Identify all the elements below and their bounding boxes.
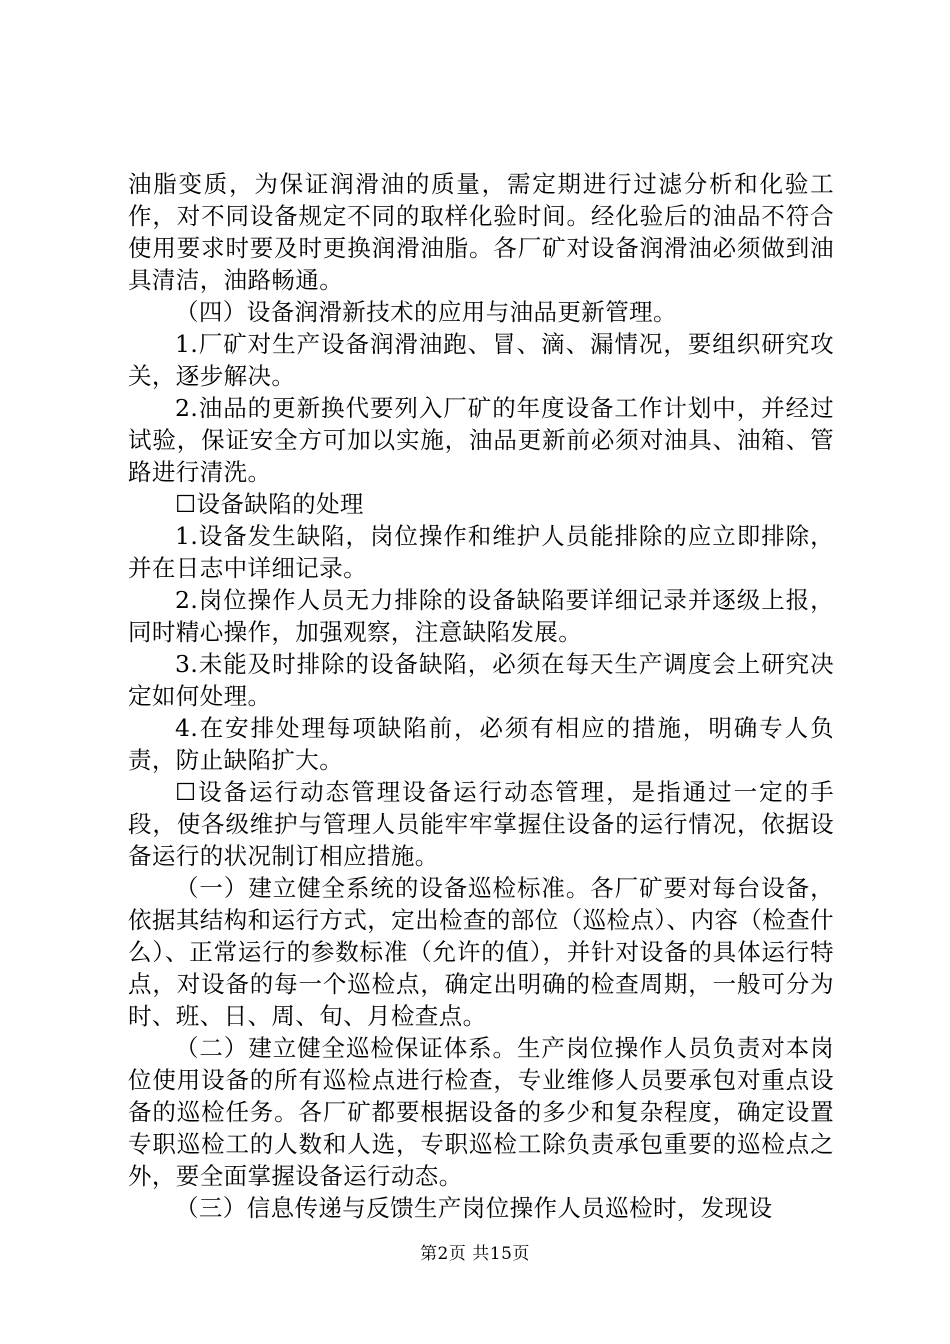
section-heading: （四）设备润滑新技术的应用与油品更新管理。	[175, 298, 677, 326]
list-item: 3.未能及时排除的设备缺陷，必须在每天生产调度会上研究决定如何处理。	[128, 650, 834, 710]
section-heading: ☐设备缺陷的处理	[175, 490, 364, 518]
list-item: 2.岗位操作人员无力排除的设备缺陷要详细记录并逐级上报，同时精心操作，加强观察，注意缺陷发展。	[128, 586, 834, 646]
paragraph: 油脂变质，为保证润滑油的质量，需定期进行过滤分析和化验工作，对不同设备规定不同的取样化验时间。经化验后的油品不符合使用要求时要及时更换润滑油脂。各厂矿对设备润滑油必须做到油具清洁，油路畅通。	[128, 170, 834, 294]
list-item: 1.设备发生缺陷，岗位操作和维护人员能排除的应立即排除，并在日志中详细记录。	[128, 522, 834, 582]
paragraph: （二）建立健全巡检保证体系。生产岗位操作人员负责对本岗位使用设备的所有巡检点进行检查，专业维修人员要承包对重点设备的巡检任务。各厂矿都要根据设备的多少和复杂程度，确定设置专职巡检工的人数和人选，专职巡检工除负责承包重要的巡检点之外，要全面掌握设备运行动态。	[128, 1034, 834, 1190]
page-number-footer: 第2页 共15页	[420, 1244, 530, 1264]
list-item: 1.厂矿对生产设备润滑油跑、冒、滴、漏情况，要组织研究攻关，逐步解决。	[128, 330, 834, 390]
list-item: 4.在安排处理每项缺陷前，必须有相应的措施，明确专人负责，防止缺陷扩大。	[128, 714, 834, 774]
paragraph: ☐设备运行动态管理设备运行动态管理，是指通过一定的手段，使各级维护与管理人员能牢牢掌握住设备的运行情况，依据设备运行的状况制订相应措施。	[128, 778, 834, 870]
paragraph: （一）建立健全系统的设备巡检标准。各厂矿要对每台设备，依据其结构和运行方式，定出检查的部位（巡检点）、内容（检查什么）、正常运行的参数标准（允许的值），并针对设备的具体运行特点，对设备的每一个巡检点，确定出明确的检查周期，一般可分为时、班、日、周、旬、月检查点。	[128, 874, 834, 1030]
list-item: 2.油品的更新换代要列入厂矿的年度设备工作计划中，并经过试验，保证安全方可加以实施，油品更新前必须对油具、油箱、管路进行清洗。	[128, 394, 834, 486]
body-text	[128, 168, 834, 1224]
paragraph: （三）信息传递与反馈生产岗位操作人员巡检时，发现设	[175, 1194, 773, 1222]
